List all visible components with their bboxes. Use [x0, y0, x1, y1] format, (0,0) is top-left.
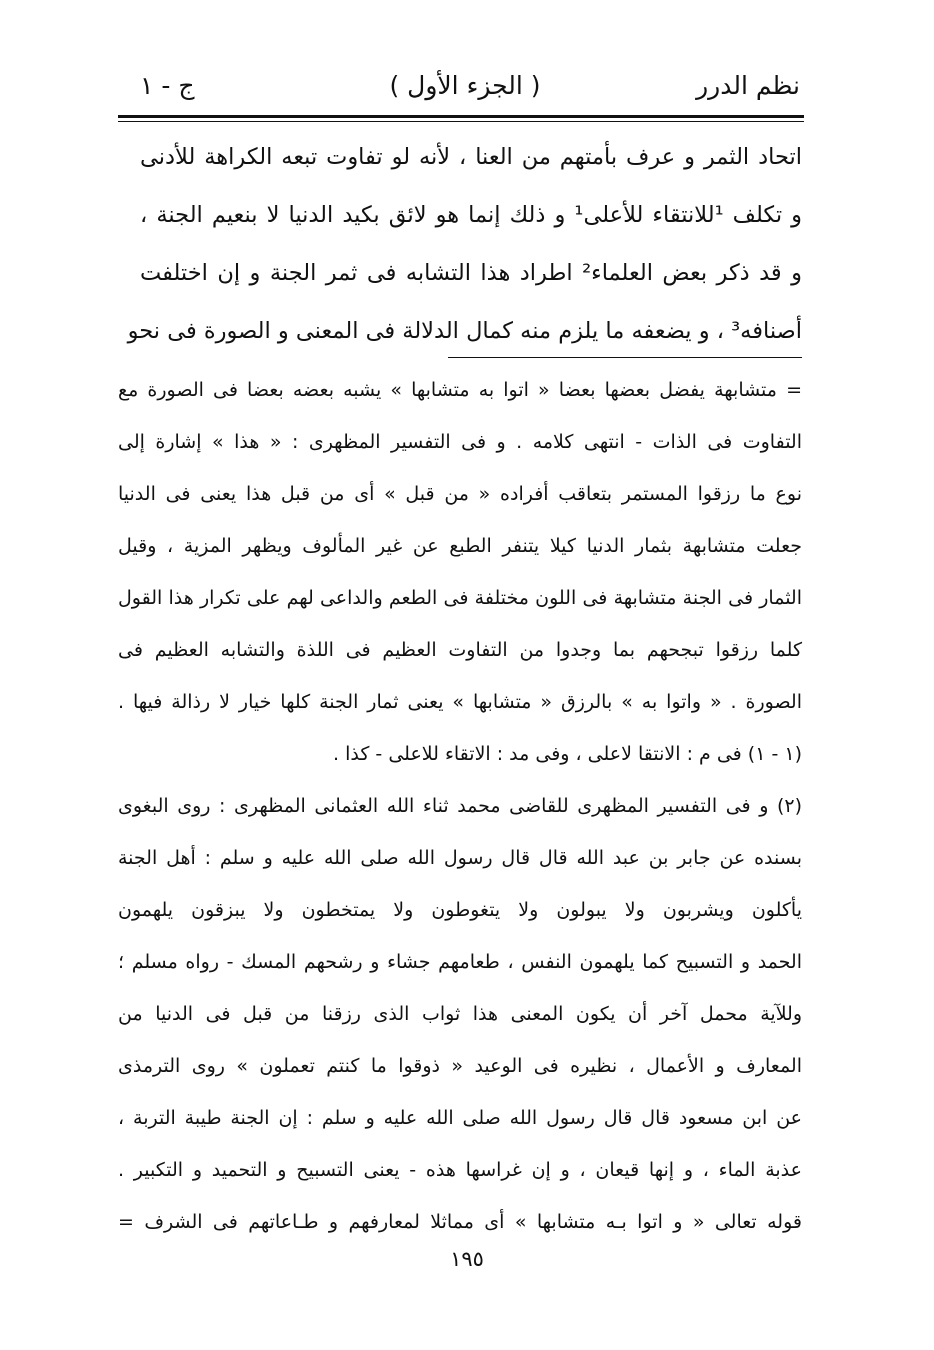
running-header [130, 66, 800, 106]
footnote-line: قوله تعالى « و اتوا بـه متشابها » أى مماثلا لمعارفهم و طـاعاتهم فى الشرف = [118, 1211, 802, 1233]
page-number: ١٩٥ [450, 1247, 484, 1271]
part-title: ( الجزء الأول ) [389, 71, 541, 100]
footnote-line: نوع ما رزقوا المستمر بتعاقب أفراده « من قبل » أى من قبل هذا يعنى فى الدنيا [118, 483, 802, 505]
header-rule-thick [118, 115, 804, 118]
footnote-line: (١ - ١) فى م : الانتقا لاعلى ، وفى مد : الاتقاء للاعلى - كذا . [333, 743, 802, 765]
footnote-line: عن ابن مسعود قال قال رسول الله صلى الله عليه و سلم : إن الجنة طيبة التربة ، [118, 1107, 802, 1129]
main-text-line: أصنافه³ ، و يضعفه ما يلزم منه كمال الدلالة فى المعنى و الصورة فى نحو [127, 318, 802, 344]
footnote-line: الصورة . « واتوا به » بالرزق « متشابها » يعنى ثمار الجنة كلها خيار لا رذالة فيها . [118, 691, 802, 713]
main-text-line: و قد ذكر بعض العلماء² اطراد هذا التشابه فى ثمر الجنة و إن اختلفت [140, 260, 802, 286]
main-text-line: و تكلف ¹للانتقاء للأعلى¹ و ذلك إنما هو لائق بكيد الدنيا لا بنعيم الجنة ، [140, 202, 802, 228]
book-title: نظم الدرر [696, 71, 800, 100]
header-rule-thin [118, 121, 804, 122]
footnote-line: المعارف و الأعمال ، نظيره فى الوعيد « ذوقوا ما كنتم تعملون » روى الترمذى [118, 1055, 802, 1077]
footnote-line: الحمد و التسبيح كما يلهمون النفس ، طعامهم جشاء و رشحهم المسك - رواه مسلم ؛ [118, 951, 802, 973]
footnote-line: جعلت متشابهة بثمار الدنيا كيلا يتنفر الطبع عن غير المألوف ويظهر المزية ، وقيل [118, 535, 802, 557]
footnote-line: (٢) و فى التفسير المظهرى للقاضى محمد ثناء الله العثمانى المظهرى : روى البغوى [118, 795, 802, 817]
footnote-line: كلما رزقوا تبجحهم بما وجدوا من التفاوت العظيم فى اللذة والتشابه العظيم فى [118, 639, 802, 661]
main-text [127, 128, 802, 360]
footnote-line: التفاوت فى الذات - انتهى كلامه . و فى التفسير المظهرى : « هذا » إشارة إلى [118, 431, 802, 453]
footnotes [118, 364, 802, 1248]
footnote-line: بسنده عن جابر بن عبد الله قال قال رسول الله صلى الله عليه و سلم : أهل الجنة [118, 847, 802, 869]
footnote-line: = متشابهة يفضل بعضها بعضا « اتوا به متشابها » يشبه بعضه بعضا فى الصورة مع [118, 379, 802, 401]
footnote-line: الثمار فى الجنة متشابهة فى اللون مختلفة فى الطعم والداعى لهم على تكرار هذا القول [118, 587, 802, 609]
footnote-line: يأكلون ويشربون ولا يبولون ولا يتغوطون ولا يمتخطون ولا يبزقون يلهمون [118, 899, 802, 921]
volume-label: ج - ١ [140, 71, 195, 100]
footnote-separator [448, 357, 802, 358]
footnote-line: وللآية محمل آخر أن يكون المعنى هذا ثواب الذى رزقنا من قبل فى الدنيا من [118, 1003, 802, 1025]
main-text-line: اتحاد الثمر و عرف بأمتهم من العنا ، لأنه لو تفاوت تبعه الكراهة للأدنى [140, 144, 802, 170]
footnote-line: عذبة الماء ، و إنها قيعان ، و إن غراسها هذه - يعنى التسبيح و التحميد و التكبير . [118, 1159, 802, 1181]
